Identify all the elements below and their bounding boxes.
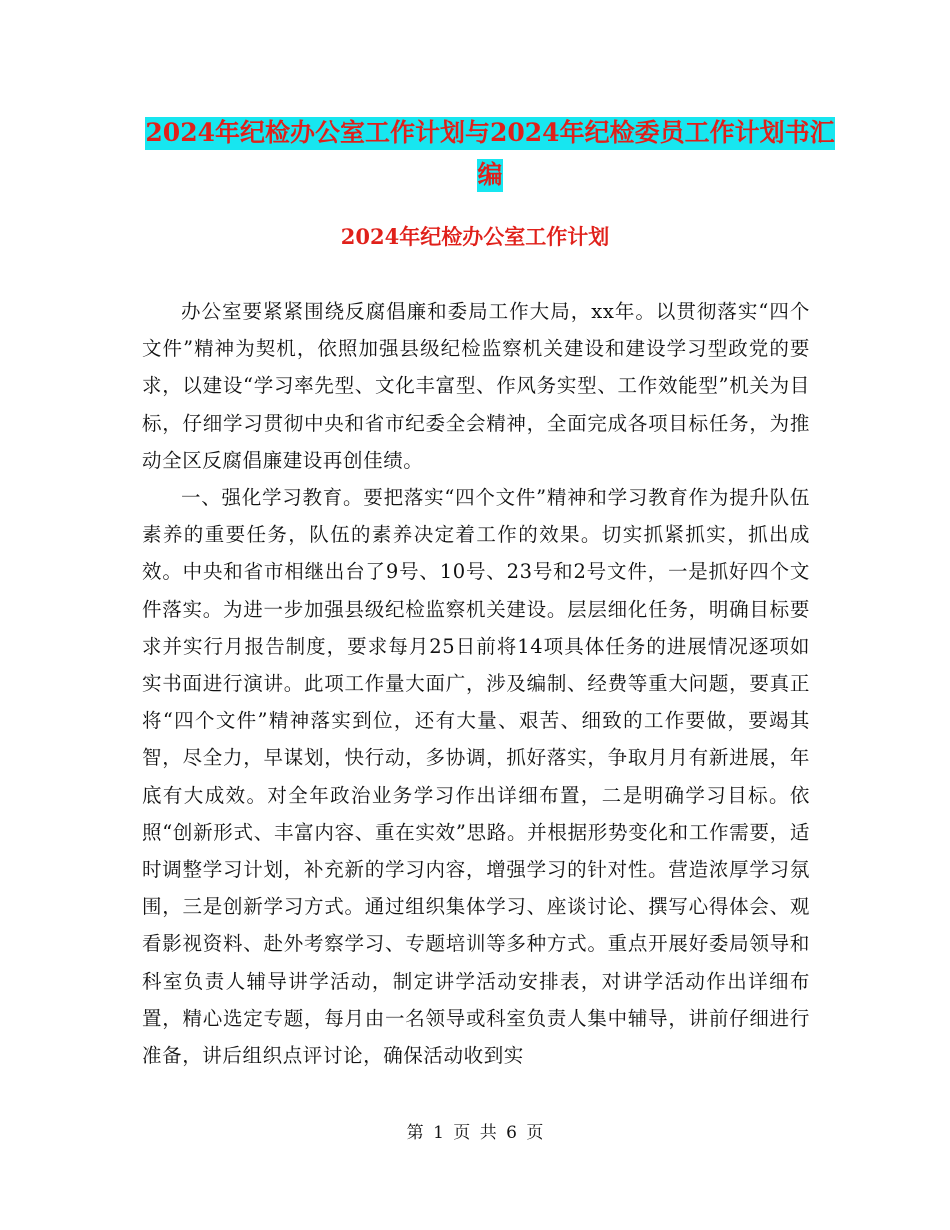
page-footer: 第 1 页 共 6 页 xyxy=(406,1123,544,1143)
paragraph-intro: 办公室要紧紧围绕反腐倡廉和委局工作大局，xx年。以贯彻落实“四个文件”精神为契机，依照加强县级纪检监察机关建设和建设学习型政党的要求，以建设“学习率先型、文化丰富型、作风务实型、工作效能型”机关为目标，仔细学习贯彻中央和省市纪委全会精神，全面完成各项目标任务，为推动全区反腐倡廉建设再创佳绩。 xyxy=(142,300,810,472)
section-title: 2024年纪检办公室工作计划 xyxy=(340,224,610,249)
document-body xyxy=(142,293,810,1074)
document-title xyxy=(140,112,840,196)
document-title-text: 2024年纪检办公室工作计划与2024年纪检委员工作计划书汇编 xyxy=(145,117,834,192)
paragraph-section-one: 一、强化学习教育。要把落实“四个文件”精神和学习教育作为提升队伍素养的重要任务，队伍的素养决定着工作的效果。切实抓紧抓实，抓出成效。中央和省市相继出台了9号、10号、23号和2号文件，一是抓好四个文件落实。为进一步加强县级纪检监察机关建设。层层细化任务，明确目标要求并实行月报告制度，要求每月25日前将14项具体任务的进展情况逐项如实书面进行演讲。此项工作量大面广，涉及编制、经费等重大问题，要真正将“四个文件”精神落实到位，还有大量、艰苦、细致的工作要做，要竭其智，尽全力，早谋划，快行动，多协调，抓好落实，争取月月有新进展，年底有大成效。对全年政治业务学习作出详细布置，二是明确学习目标。依照“创新形式、丰富内容、重在实效”思路。并根据形势变化和工作需要，适时调整学习计划，补充新的学习内容，增强学习的针对性。营造浓厚学习氛围，三是创新学习方式。通过组织集体学习、座谈讨论、撰写心得体会、观看影视资料、赴外考察学习、专题培训等多种方式。重点开展好委局领导和科室负责人辅导讲学活动，制定讲学活动安排表，对讲学活动作出详细布置，精心选定专题，每月由一名领导或科室负责人集中辅导，讲前仔细进行准备，讲后组织点评讨论，确保活动收到实 xyxy=(142,486,810,1068)
